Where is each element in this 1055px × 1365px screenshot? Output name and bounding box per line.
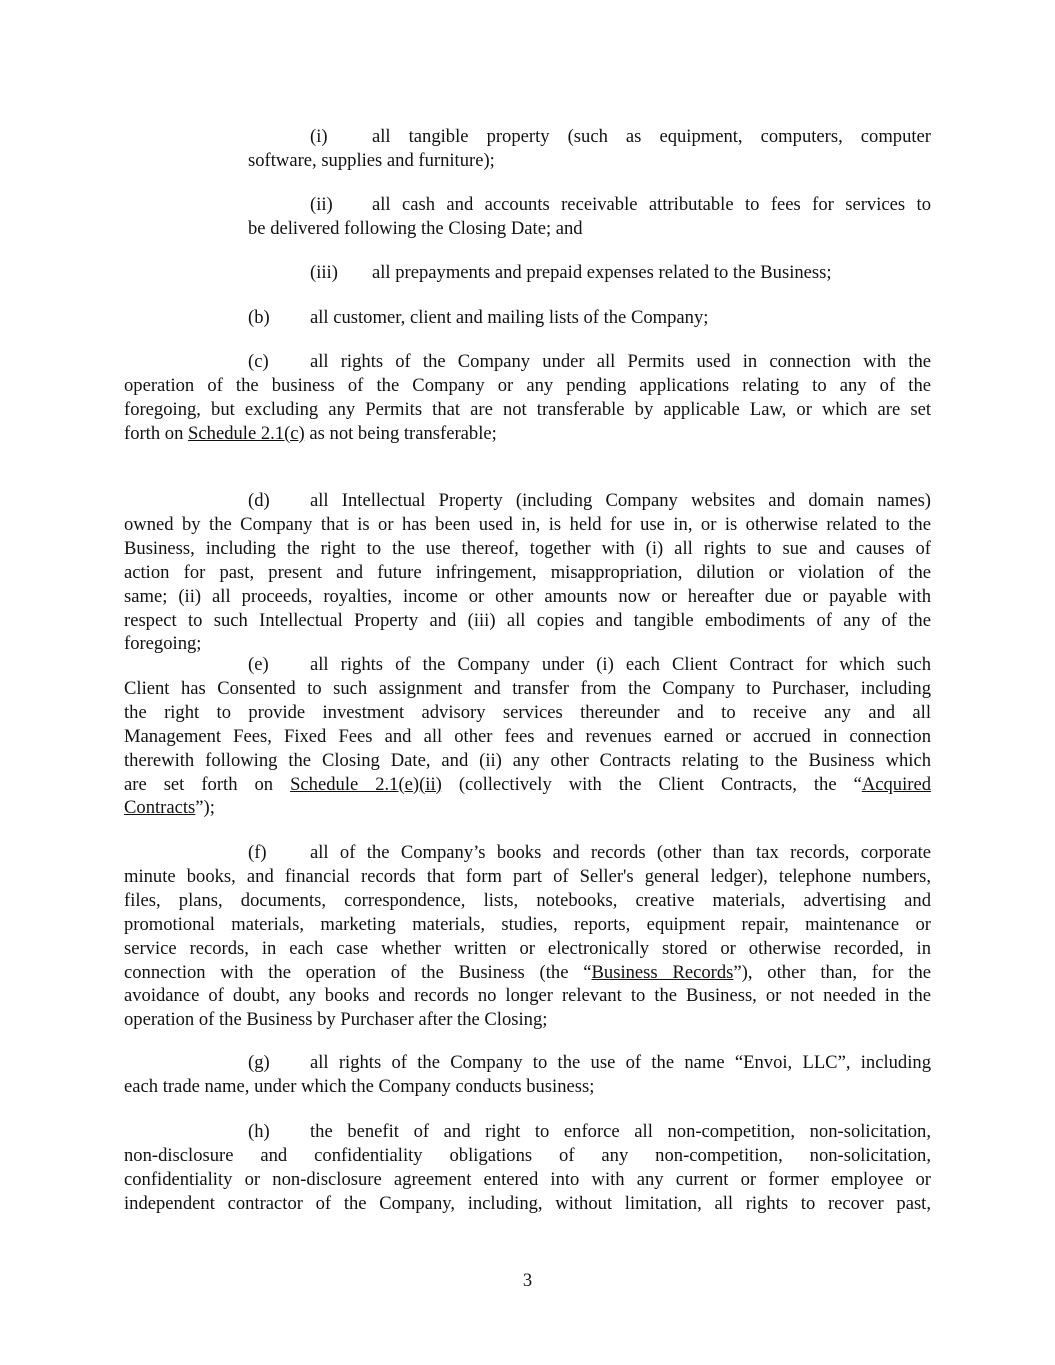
clause-text: all tangible property (such as equipment, computers, computer [372, 126, 931, 147]
clause-label: (h) [248, 1121, 270, 1142]
clause-text: software, supplies and furniture); [248, 149, 495, 171]
clause-a-iii [310, 261, 931, 285]
clause-c: (c) all rights of the Company under all Permits used in connection with the operation of the business of the Company or any pending applications relating to any of the foregoing, but excluding any Permits that are not transferable by applicable Law, or which are set forth on Schedule 2.1(c) as not being transferable; [124, 351, 931, 444]
clause-a-i [248, 125, 931, 173]
clause-f: (f) all of the Company’s books and records (other than tax records, corporate minute books, and financial records that form part of Seller's general ledger), telephone numbers, files, plans, documents, correspondence, lists, notebooks, creative materials, advertising and promotional materials, marketing materials, studies, reports, equipment repair, maintenance or service records, in each case whether written or electronically stored or otherwise recorded, in connection with the operation of the Business (the “Business Records”), other than, for the avoidance of doubt, any books and records no longer relevant to the Business, or not needed in the operation of the Business by Purchaser after the Closing; [124, 842, 931, 1031]
clause-text: all prepayments and prepaid expenses related to the Business; [372, 262, 832, 283]
clause-label: (f) [248, 842, 267, 863]
clause-label: (i) [310, 126, 328, 147]
clause-g: (g) all rights of the Company to the use of the name “Envoi, LLC”, including each trade name, under which the Company conducts business; [124, 1052, 931, 1097]
clause-label: (iii) [310, 262, 338, 283]
defined-term: Acquired [861, 773, 932, 795]
clause-label: (b) [248, 307, 270, 328]
clause-h: (h) the benefit of and right to enforce all non-competition, non-solicitation, non-disclosure and confidentiality obligations of any non-competition, non-solicitation, confidentiality or non-disclosure agreement entered into with any current or former employee or independent contractor of the Company, including, without limitation, all rights to recover past, [124, 1121, 931, 1214]
clause-e: (e) all rights of the Company under (i) each Client Contract for which such Client has Consented to such assignment and transfer from the Company to Purchaser, including the right to provide investment advisory services thereunder and to receive any and all Management Fees, Fixed Fees and all other fees and revenues earned or accrued in connection therewith following the Closing Date, and (ii) any other Contracts relating to the Business which are set forth on Schedule 2.1(e)(ii) (collectively with the Client Contracts, the “Acquired Contracts”); [124, 654, 932, 819]
schedule-reference: Schedule 2.1(e)(ii) [290, 773, 442, 795]
clause-label: (c) [248, 351, 269, 372]
clause-d: (d) all Intellectual Property (including Company websites and domain names) owned by the Company that is or has been used in, is held for use in, or is otherwise related to the Business, including the right to the use thereof, together with (i) all rights to sue and causes of action for past, present and future infringement, misappropriation, dilution or violation of the same; (ii) all proceeds, royalties, income or other amounts now or hereafter due or payable with respect to such Intellectual Property and (iii) all copies and tangible embodiments of any of the foregoing; [124, 490, 931, 655]
clause-b [248, 306, 931, 330]
defined-term: Business Records [591, 961, 734, 983]
schedule-reference: Schedule 2.1(c) [188, 422, 305, 444]
clause-a-ii [248, 193, 931, 241]
clause-label: (ii) [310, 194, 333, 215]
page-number: 3 [522, 1270, 533, 1291]
clause-label: (d) [248, 490, 270, 511]
clause-label: (e) [248, 654, 269, 675]
clause-label: (g) [248, 1052, 270, 1073]
clause-text: all customer, client and mailing lists of the Company; [310, 307, 709, 328]
clause-text: be delivered following the Closing Date; and [248, 217, 583, 239]
clause-text: all cash and accounts receivable attributable to fees for services to [372, 194, 931, 215]
defined-term: Contracts [124, 797, 196, 819]
